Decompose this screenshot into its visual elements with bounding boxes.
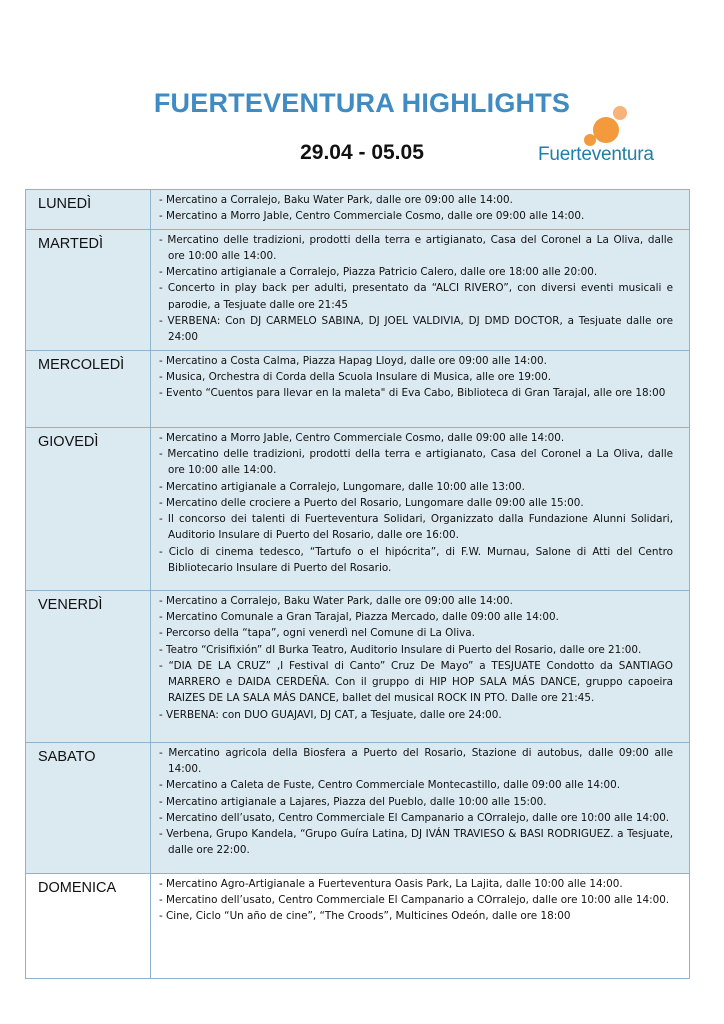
day-label: VENERDÌ	[26, 590, 151, 742]
event-item: - Teatro “Crisifixión” dI Burka Teatro, Auditorio Insulare di Puerto del Rosario, dalle ore 21:00.	[159, 643, 642, 656]
schedule-row	[26, 590, 690, 742]
event-item: - Mercatino agricola della Biosfera a Puerto del Rosario, Stazione di autobus, dalle 09:00 alle 14:00.	[159, 746, 673, 775]
events-cell	[151, 590, 690, 742]
event-item: - Mercatino Agro-Artigianale a Fuerteventura Oasis Park, La Lajita, dalle 10:00 alle 14:00.	[159, 877, 623, 890]
day-label: DOMENICA	[26, 873, 151, 978]
event-item: - Cine, Ciclo “Un año de cine”, “The Croods”, Multicines Odeón, dalle ore 18:00	[159, 910, 571, 923]
schedule-row	[26, 873, 690, 978]
day-label: MERCOLEDÌ	[26, 350, 151, 427]
schedule-row	[26, 229, 690, 350]
schedule-row	[26, 742, 690, 873]
events-cell	[151, 190, 690, 230]
event-item: - Mercatino delle crociere a Puerto del Rosario, Lungomare dalle 09:00 alle 15:00.	[159, 496, 584, 509]
event-item: - Percorso della “tapa”, ogni venerdì nel Comune di La Oliva.	[159, 627, 475, 640]
event-item: - Mercatino Comunale a Gran Tarajal, Piazza Mercado, dalle 09:00 alle 14:00.	[159, 610, 559, 623]
event-item: - Mercatino dell’usato, Centro Commerciale El Campanario a COrralejo, dalle ore 10:00 alle 14:00.	[159, 811, 670, 824]
event-item: - Mercatino artigianale a Corralejo, Piazza Patricio Calero, dalle ore 18:00 alle 20:00.	[159, 266, 598, 279]
event-item: - Musica, Orchestra di Corda della Scuola Insulare di Musica, alle ore 19:00.	[159, 370, 552, 383]
event-item: - VERBENA: Con DJ CARMELO SABINA, DJ JOEL VALDIVIA, DJ DMD DOCTOR, a Tesjuate dalle ore 24:00	[159, 315, 673, 344]
schedule-row	[26, 190, 690, 230]
event-item: - Ciclo di cinema tedesco, “Tartufo o el hipócrita”, di F.W. Murnau, Salone di Atti del Centro Bibliotecario Insulare di Puerto del Rosario.	[159, 545, 673, 575]
events-cell	[151, 427, 690, 590]
event-item: - Mercatino delle tradizioni, prodotti della terra e artigianato, Casa del Coronel a La Oliva, dalle ore 10:00 alle 14:00.	[159, 233, 673, 262]
event-item: - Mercatino a Corralejo, Baku Water Park, dalle ore 09:00 alle 14:00.	[159, 194, 513, 206]
day-label: SABATO	[26, 742, 151, 873]
event-item: - Mercatino a Caleta de Fuste, Centro Commerciale Montecastillo, dalle 09:00 alle 14:00.	[159, 779, 621, 792]
day-label: GIOVEDÌ	[26, 427, 151, 590]
page-title: FUERTEVENTURA HIGHLIGHTS	[153, 88, 571, 118]
event-item: - Mercatino a Costa Calma, Piazza Hapag Lloyd, dalle ore 09:00 alle 14:00.	[159, 354, 547, 367]
event-item: - Mercatino a Morro Jable, Centro Commerciale Cosmo, dalle 09:00 alle 14:00.	[159, 431, 565, 444]
events-cell	[151, 873, 690, 978]
event-item: - Mercatino artigianale a Corralejo, Lungomare, dalle 10:00 alle 13:00.	[159, 480, 525, 493]
event-item: - VERBENA: con DUO GUAJAVI, DJ CAT, a Tesjuate, dalle ore 24:00.	[159, 708, 502, 721]
event-item: - Mercatino a Morro Jable, Centro Commerciale Cosmo, dalle ore 09:00 alle 14:00.	[159, 210, 585, 223]
event-item: - Mercatino dell’usato, Centro Commerciale El Campanario a COrralejo, dalle ore 10:00 alle 14:00.	[159, 893, 670, 906]
schedule-table	[25, 189, 690, 979]
logo-text: Fuerteventura	[538, 144, 654, 165]
event-item: - Evento “Cuentos para llevar en la maleta" di Eva Cabo, Biblioteca di Gran Tarajal, alle ore 18:00	[159, 387, 666, 400]
date-range: 29.04 - 05.05	[300, 141, 424, 164]
events-cell	[151, 229, 690, 350]
event-item: - Verbena, Grupo Kandela, “Grupo Guíra Latina, DJ IVÁN TRAVIESO & BASI RODRIGUEZ. a Tesjuate, dalle ore 22:00.	[159, 828, 673, 857]
event-item: - Mercatino artigianale a Lajares, Piazza del Pueblo, dalle 10:00 alle 15:00.	[159, 795, 547, 808]
event-item: - Il concorso dei talenti di Fuerteventura Solidari, Organizzato dalla Fundazione Alunni Solidari, Auditorio Insulare di Puerto del Rosario, dalle ore 16:00.	[159, 513, 673, 542]
schedule-row	[26, 350, 690, 427]
schedule-row	[26, 427, 690, 590]
event-item: - “DIA DE LA CRUZ” ,I Festival di Canto” Cruz De Mayo” a TESJUATE Condotto da SANTIAGO MARRERO e DAIDA CERDEÑA. Con il gruppo di HIP HOP SALA MÁS DANCE, gruppo capoeira RAIZES DE LA SALA MÁS DANCE, ballet del musical ROCK IN PTO. Dalle ore 21:45.	[159, 659, 673, 705]
day-label: LUNEDÌ	[26, 190, 151, 230]
event-item: - Concerto in play back per adulti, presentato da “ALCI RIVERO”, con diversi eventi musicali e parodie, a Tesjuate dalle ore 21:45	[159, 282, 673, 311]
events-cell	[151, 350, 690, 427]
day-label: MARTEDÌ	[26, 229, 151, 350]
event-item: - Mercatino a Corralejo, Baku Water Park, dalle ore 09:00 alle 14:00.	[159, 594, 513, 607]
event-item: - Mercatino delle tradizioni, prodotti della terra e artigianato, Casa del Coronel a La Oliva, dalle ore 10:00 alle 14:00.	[159, 447, 673, 477]
events-cell	[151, 742, 690, 873]
